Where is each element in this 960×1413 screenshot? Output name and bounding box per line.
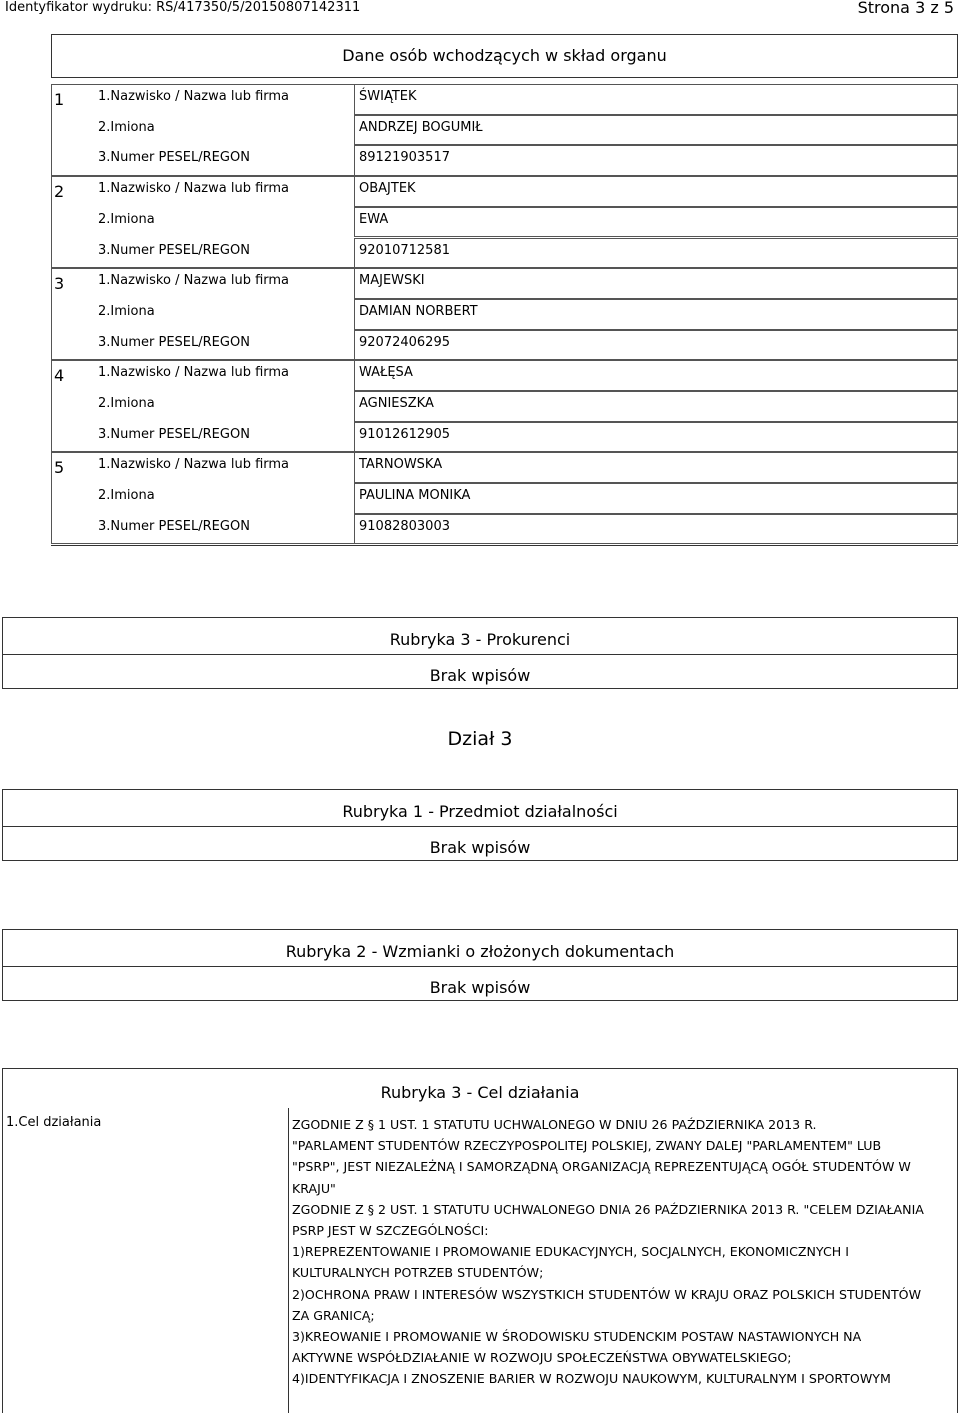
cel-line: 2)OCHRONA PRAW I INTERESÓW WSZYSTKICH STUDENTÓW W KRAJU ORAZ POLSKICH STUDENTÓW [292,1286,922,1302]
value-cell [354,299,958,330]
value-cell [354,452,958,483]
cel-right-border [957,1068,958,1413]
field-label: 2.Imiona [98,119,155,135]
cel-label: 1.Cel działania [6,1115,102,1130]
person-number: 1 [54,90,65,109]
organ-title-box [51,34,958,78]
cel-line: "PARLAMENT STUDENTÓW RZECZYPOSPOLITEJ POLSKIEJ, ZWANY DALEJ "PARLAMENTEM" LUB [292,1138,882,1154]
field-label: 2.Imiona [98,211,155,227]
value-cell [354,176,958,207]
person-block [51,360,354,452]
person-surname: OBAJTEK [359,181,416,197]
value-cell [354,238,958,269]
value-cell [354,268,958,299]
wzmianki-title: Rubryka 2 - Wzmianki o złożonych dokumentach [285,942,675,961]
wzmianki-status: Brak wpisów [429,978,531,997]
person-number: 3 [54,274,65,294]
prokurenci-box [2,617,958,689]
divider [3,826,957,827]
cel-text [292,1114,956,1390]
person-block [51,268,354,360]
divider [3,966,957,967]
cel-title-box [2,1068,958,1108]
person-names: AGNIESZKA [359,396,434,411]
cel-line: KULTURALNYCH POTRZEB STUDENTÓW; [292,1265,544,1281]
value-cell [354,391,958,422]
prokurenci-status: Brak wpisów [429,666,531,685]
field-label: 3.Numer PESEL/REGON [98,150,250,166]
prokurenci-title: Rubryka 3 - Prokurenci [389,630,571,649]
przedmiot-box [2,789,958,861]
person-names: ANDRZEJ BOGUMIŁ [359,119,483,135]
value-cell [354,84,958,115]
field-label: 1.Nazwisko / Nazwa lub firma [98,457,290,473]
person-pesel: 89121903517 [359,150,450,166]
przedmiot-title: Rubryka 1 - Przedmiot działalności [342,802,618,821]
cel-line: AKTYWNE WSPÓŁDZIAŁANIE W ROZWOJU SPOŁECZEŃSTWA OBYWATELSKIEGO; [292,1350,792,1366]
field-label: 1.Nazwisko / Nazwa lub firma [98,181,290,197]
field-label: 2.Imiona [98,396,155,411]
person-surname: MAJEWSKI [359,273,425,289]
person-pesel: 91082803003 [359,518,450,534]
person-block [51,452,354,544]
cel-line: ZGODNIE Z § 2 UST. 1 STATUTU UCHWALONEGO DNIA 26 PAŹDZIERNIKA 2013 R. "CELEM DZIAŁANIA [292,1201,924,1217]
field-label: 3.Numer PESEL/REGON [98,426,250,442]
value-cell [354,115,958,146]
person-number: 2 [54,182,65,202]
value-cell [354,360,958,391]
field-label: 2.Imiona [98,303,155,319]
organ-bottom-line [51,545,958,546]
person-block [51,84,354,176]
field-label: 1.Nazwisko / Nazwa lub firma [98,273,290,289]
person-pesel: 92010712581 [359,242,450,258]
cel-line: PSRP JEST W SZCZEGÓLNOŚCI: [292,1223,489,1239]
value-cell [354,207,958,238]
dzial-heading: Dział 3 [447,728,513,750]
person-surname: TARNOWSKA [359,457,443,473]
cel-left-border [2,1068,3,1413]
person-pesel: 91012612905 [359,426,450,442]
person-names: PAULINA MONIKA [359,488,471,504]
field-label: 1.Nazwisko / Nazwa lub firma [98,365,290,381]
value-cell [354,422,958,453]
print-identifier: Identyfikator wydruku: RS/417350/5/20150807142311 [5,0,361,15]
divider [3,654,957,655]
cel-line: ZGODNIE Z § 1 UST. 1 STATUTU UCHWALONEGO W DNIU 26 PAŹDZIERNIKA 2013 R. [292,1117,817,1132]
value-cell [354,145,958,176]
field-label: 2.Imiona [98,488,155,504]
cel-line: 4)IDENTYFIKACJA I ZNOSZENIE BARIER W ROZWOJU NAUKOWYM, KULTURALNYM I SPORTOWYM [292,1371,891,1387]
person-surname: WAŁĘSA [359,365,413,381]
cel-line: ZA GRANICĄ; [292,1307,375,1323]
field-label: 3.Numer PESEL/REGON [98,242,250,258]
field-label: 3.Numer PESEL/REGON [98,334,250,350]
cel-divider [288,1108,289,1413]
field-label: 1.Nazwisko / Nazwa lub firma [98,89,290,104]
person-surname: ŚWIĄTEK [359,89,417,104]
person-number: 4 [54,366,65,386]
person-names: DAMIAN NORBERT [359,303,478,319]
person-number: 5 [54,458,65,478]
person-pesel: 92072406295 [359,334,450,350]
value-cell [354,483,958,514]
przedmiot-status: Brak wpisów [429,838,531,857]
organ-title: Dane osób wchodzących w skład organu [342,46,667,65]
person-names: EWA [359,211,389,227]
cel-line: 1)REPREZENTOWANIE I PROMOWANIE EDUKACYJNYCH, SOCJALNYCH, EKONOMICZNYCH I [292,1244,849,1260]
value-cell [354,330,958,361]
field-label: 3.Numer PESEL/REGON [98,518,250,534]
page-number: Strona 3 z 5 [857,0,954,17]
wzmianki-box [2,929,958,1001]
cel-line: 3)KREOWANIE I PROMOWANIE W ŚRODOWISKU STUDENCKIM POSTAW NASTAWIONYCH NA [292,1329,862,1345]
cel-title: Rubryka 3 - Cel działania [380,1083,580,1102]
person-block [51,176,354,268]
cel-line: KRAJU" [292,1180,336,1196]
cel-line: "PSRP", JEST NIEZALEŻNĄ I SAMORZĄDNĄ ORGANIZACJĄ REPREZENTUJĄCĄ OGÓŁ STUDENTÓW W [292,1159,911,1175]
value-cell [354,514,958,545]
